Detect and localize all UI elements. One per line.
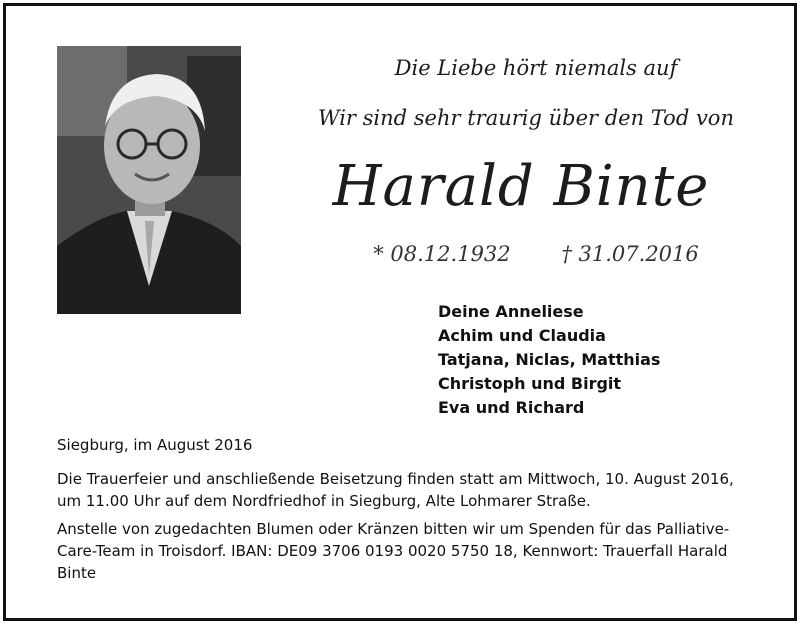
family-member: Achim und Claudia [438,326,606,345]
deceased-name: Harald Binte [332,154,710,219]
family-member: Tatjana, Niclas, Matthias [438,350,661,369]
portrait-photo [57,46,241,314]
family-member: Deine Anneliese [438,302,584,321]
place-date: Siegburg, im August 2016 [57,436,253,454]
ceremony-info: Die Trauerfeier und anschließende Beisetzung finden statt am Mittwoch, 10. August 2016, um 11.00 Uhr auf dem Nordfriedhof in Siegburg, Alte Lohmarer Straße. [57,470,734,510]
life-dates [346,242,726,266]
donation-info: Anstelle von zugedachten Blumen oder Kränzen bitten wir um Spenden für das Palliative-Care-Team in Troisdorf. IBAN: DE09 3706 0193 0020 5750 18, Kennwort: Trauerfall Harald Binte [57,520,730,582]
obituary-card [3,3,797,621]
intro-text: Wir sind sehr traurig über den Tod von [318,106,734,130]
birth-date: * 08.12.1932 [373,242,511,266]
family-list [438,300,660,420]
portrait-illustration [57,46,241,314]
motto: Die Liebe hört niemals auf [394,56,678,80]
family-member: Christoph und Birgit [438,374,622,393]
family-member: Eva und Richard [438,398,585,417]
death-date: † 31.07.2016 [561,242,699,266]
